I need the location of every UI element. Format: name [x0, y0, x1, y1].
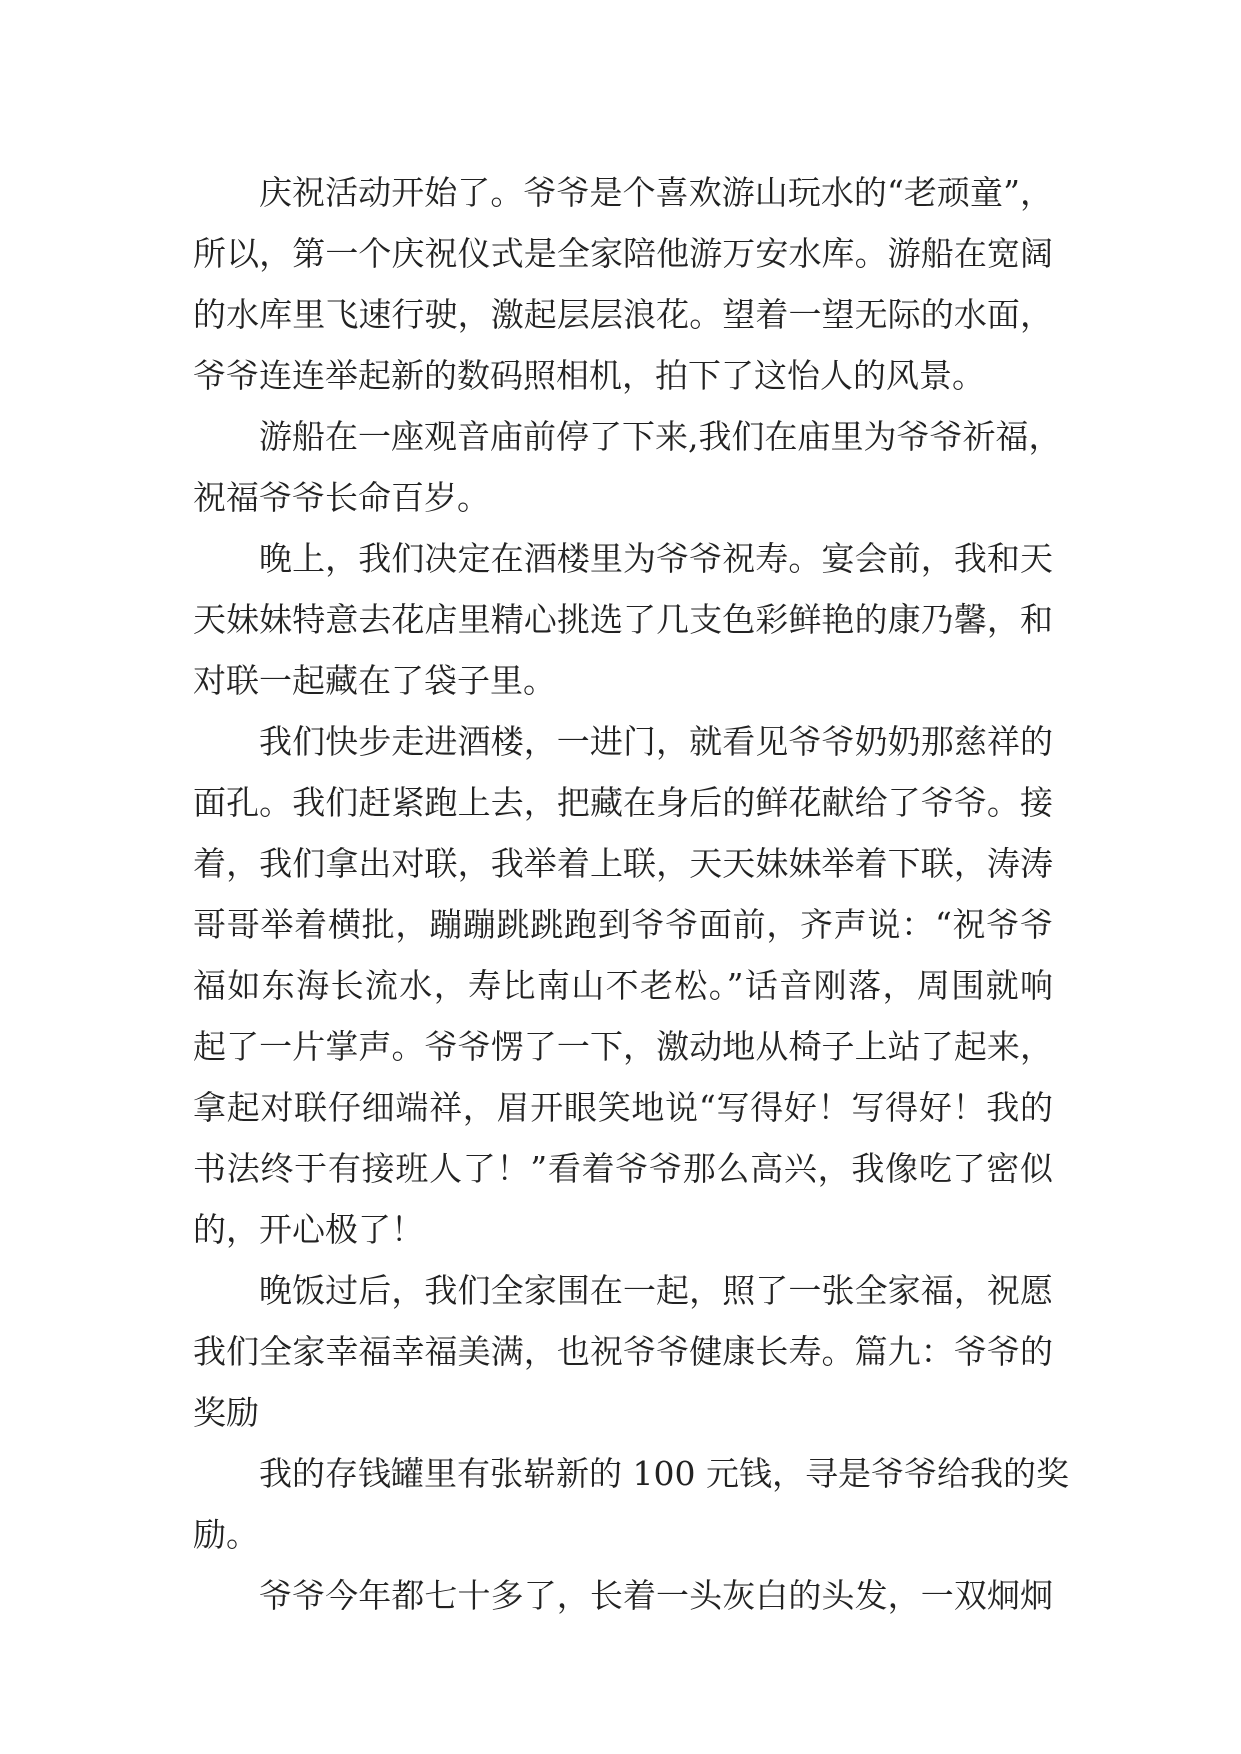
paragraph-4-line-4: 哥哥举着横批，蹦蹦跳跳跑到爷爷面前，齐声说：“祝爷爷 [193, 905, 1053, 944]
paragraph-7-line-1: 爷爷今年都七十多了，长着一头灰白的头发，一双炯炯 [259, 1576, 1053, 1615]
paragraph-1-line-4: 爷爷连连举起新的数码照相机，拍下了这怡人的风景。 [193, 356, 985, 395]
paragraph-5-line-3: 奖励 [193, 1393, 259, 1432]
paragraph-4-line-9: 的，开心极了！ [193, 1210, 424, 1249]
paragraph-5-line-1: 晚饭过后，我们全家围在一起，照了一张全家福，祝愿 [259, 1271, 1053, 1310]
paragraph-4-line-2: 面孔。我们赶紧跑上去，把藏在身后的鲜花献给了爷爷。接 [193, 783, 1053, 822]
paragraph-4-line-6: 起了一片掌声。爷爷愣了一下，激动地从椅子上站了起来， [193, 1027, 1053, 1066]
paragraph-4-line-8: 书法终于有接班人了！”看着爷爷那么高兴，我像吃了密似 [193, 1149, 1053, 1188]
paragraph-5-line-2: 我们全家幸福幸福美满，也祝爷爷健康长寿。篇九：爷爷的 [193, 1332, 1053, 1371]
paragraph-4-line-1: 我们快步走进酒楼，一进门，就看见爷爷奶奶那慈祥的 [259, 722, 1053, 761]
paragraph-3-line-2: 天妹妹特意去花店里精心挑选了几支色彩鲜艳的康乃馨，和 [193, 600, 1053, 639]
paragraph-1-line-1: 庆祝活动开始了。爷爷是个喜欢游山玩水的“老顽童”， [259, 173, 1053, 212]
paragraph-3-line-1: 晚上，我们决定在酒楼里为爷爷祝寿。宴会前，我和天 [259, 539, 1053, 578]
paragraph-2-line-2: 祝福爷爷长命百岁。 [193, 478, 490, 517]
paragraph-3-line-3: 对联一起藏在了袋子里。 [193, 661, 556, 700]
paragraph-6-line-1: 我的存钱罐里有张崭新的 100 元钱，寻是爷爷给我的奖 [259, 1454, 1069, 1493]
paragraph-2-line-1: 游船在一座观音庙前停了下来,我们在庙里为爷爷祈福， [259, 417, 1062, 456]
paragraph-1-line-3: 的水库里飞速行驶，激起层层浪花。望着一望无际的水面， [193, 295, 1053, 334]
paragraph-6-line-2: 励。 [193, 1515, 259, 1554]
paragraph-4-line-3: 着，我们拿出对联，我举着上联，天天妹妹举着下联，涛涛 [193, 844, 1053, 883]
paragraph-1-line-2: 所以，第一个庆祝仪式是全家陪他游万安水库。游船在宽阔 [193, 234, 1053, 273]
document-body [193, 162, 1069, 1626]
paragraph-4-line-7: 拿起对联仔细端祥，眉开眼笑地说“写得好！写得好！我的 [193, 1088, 1053, 1127]
paragraph-4-line-5: 福如东海长流水，寿比南山不老松。”话音刚落，周围就响 [193, 966, 1053, 1005]
